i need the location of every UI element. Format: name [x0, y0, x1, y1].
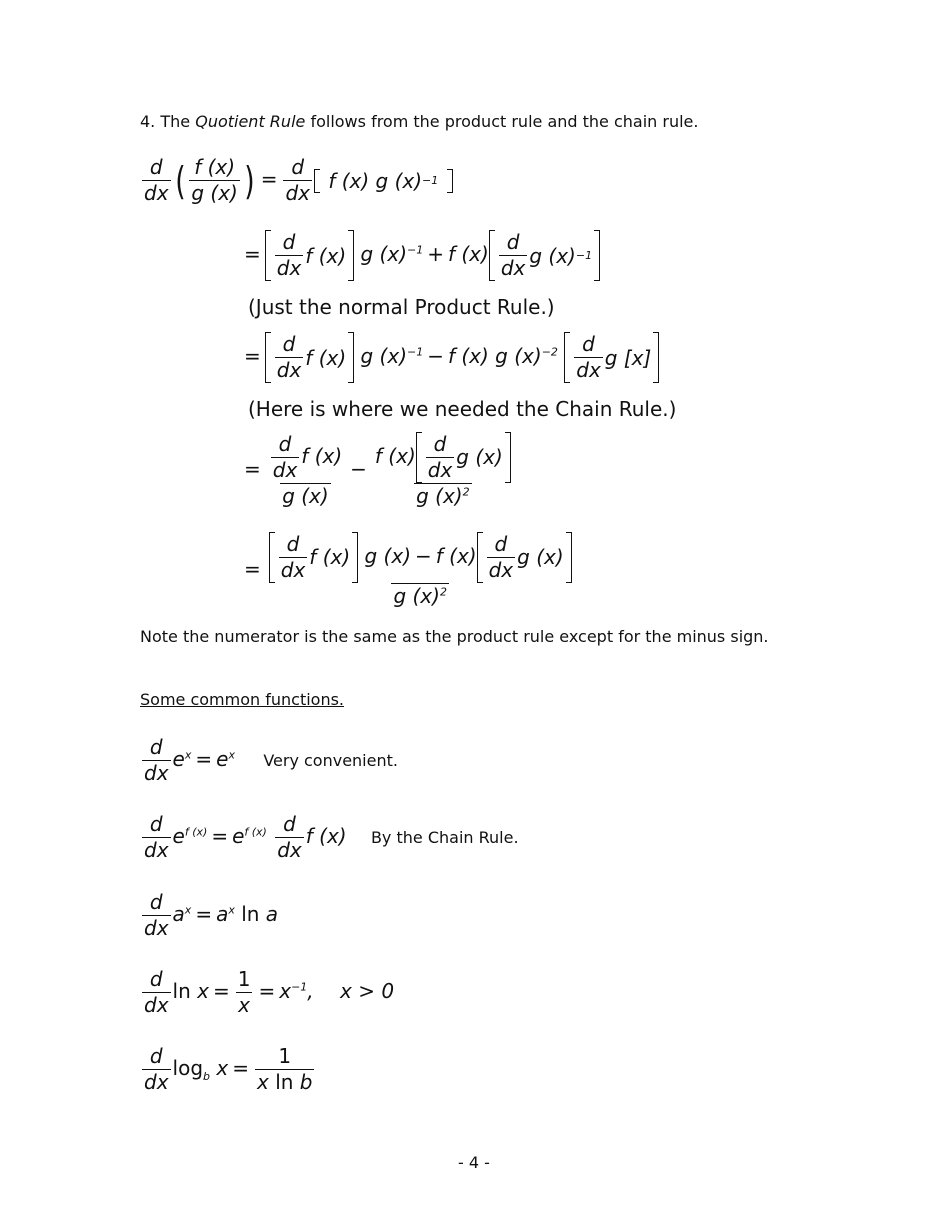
- remark-exp: Very convenient.: [263, 751, 398, 770]
- quotient-eq-line-3: = $\frac{d}{dx}$ f (x) g $(x)^{-1} - f$ (x) g $(x)^{-2}$ $\frac{d}{dx}$ g [x]: [240, 332, 659, 383]
- quotient-eq-line-2: = $\frac{d}{dx}$ f (x) g $(x)^{-1} + f$ (x) $\frac{d}{dx}$ g (x) −1: [240, 230, 600, 281]
- ln-condition: x > 0: [340, 979, 395, 1003]
- remark-exp-chain: By the Chain Rule.: [370, 828, 519, 847]
- comment-chain-rule: (Here is where we needed the Chain Rule.): [248, 397, 677, 421]
- deriv-log-base-b: $\frac{d}{dx}$ $\log_b x$ = $\frac{1}{\text{x ln b}}$: [144, 1044, 313, 1094]
- intro-the: The: [160, 112, 191, 131]
- common-functions-heading: Some common functions.: [140, 690, 345, 709]
- deriv-ln: $\frac{d}{dx}$ ln x = $\frac{1}{x}$ = $x^{-1}$, x > 0: [144, 967, 395, 1017]
- quotient-eq-line-1: $\frac{d}{dx}$ ( $\frac{f (x)}{g (x)}$ ) = $\frac{d}{dx}$ f (x) g (x) −1: [140, 155, 453, 206]
- deriv-a-power-x: $\frac{d}{dx}$ $a^x = a^x$ ln a: [144, 890, 279, 940]
- deriv-exp: $\frac{d}{dx}$ $e^x = e^x$ Very convenient.: [144, 735, 398, 785]
- deriv-exp-chain: $\frac{d}{dx}$ $e^{f (x)} = e^{f (x)}$ $\frac{d}{dx}$ f (x) By the Chain Rule.: [144, 812, 519, 862]
- note-text: Note the numerator is the same as the product rule except for the minus sign.: [140, 627, 769, 646]
- quotient-rule-term: Quotient Rule: [195, 112, 306, 131]
- page-number: - 4 -: [458, 1153, 490, 1172]
- comment-product-rule: (Just the normal Product Rule.): [248, 295, 555, 319]
- section-number: 4.: [140, 112, 156, 131]
- intro-line: [140, 112, 698, 131]
- quotient-eq-line-4: = $\frac{d}{dx}$ f (x) g (x) − f (x) $\frac{d}{dx}$ g (x) g $(x)^2$: [240, 432, 515, 509]
- intro-rest: follows from the product rule and the chain rule.: [310, 112, 699, 131]
- quotient-eq-line-5: = $\frac{d}{dx}$ f (x) g (x) − f (x) $\frac{d}{dx}$ g (x) g $(x)^2$: [240, 532, 576, 609]
